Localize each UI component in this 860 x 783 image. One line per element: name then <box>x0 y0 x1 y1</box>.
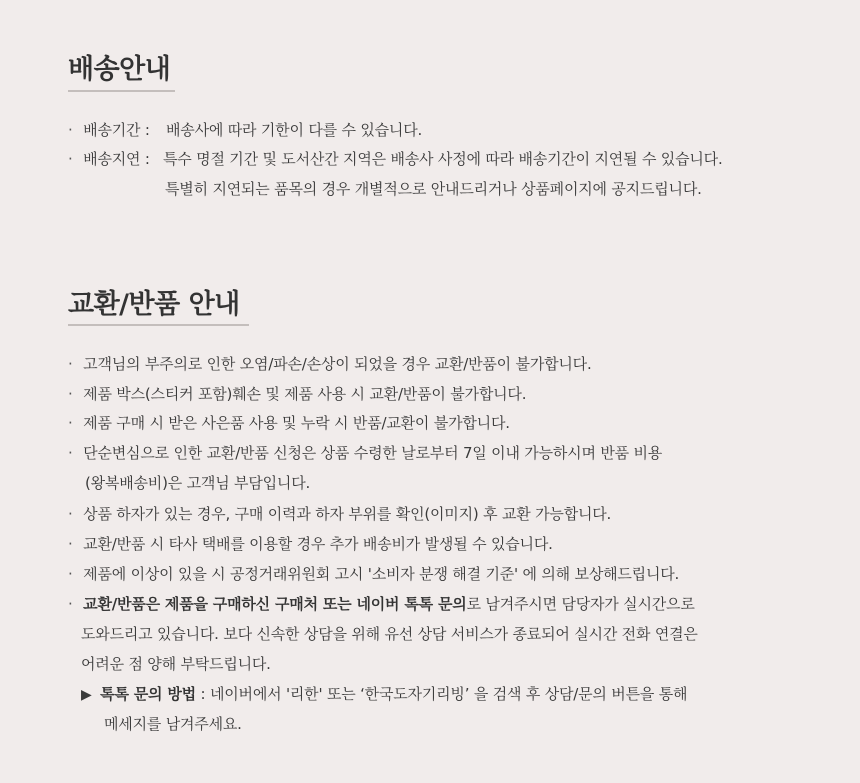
bullet: · <box>68 150 73 168</box>
talk-inquiry-line2: 도와드리고 있습니다. 보다 신속한 상담을 위해 유선 상담 서비스가 종료되어 실시간 전화 연결은 <box>81 625 698 643</box>
shipping-period-label: 배송기간 : <box>83 121 150 139</box>
bullet: · <box>68 121 73 139</box>
talk-inquiry-line3: 어려운 점 양해 부탁드립니다. <box>81 655 271 673</box>
exchange-item-text: 제품에 이상이 있을 시 공정거래위원회 고시 '소비자 분쟁 해결 기준' 에 의해 보상해드립니다. <box>83 565 680 583</box>
talk-method-line2: 메세지를 남겨주세요. <box>104 715 242 733</box>
exchange-item-text: 제품 구매 시 받은 사은품 사용 및 누락 시 반품/교환이 불가합니다. <box>83 414 510 432</box>
exchange-title-underline <box>68 324 249 326</box>
exchange-item-text: 제품 박스(스티커 포함)훼손 및 제품 사용 시 교환/반품이 불가합니다. <box>83 385 527 403</box>
exchange-item-continuation: (왕복배송비)은 고객님 부담입니다. <box>85 474 311 492</box>
bullet: · <box>68 385 73 403</box>
exchange-item <box>68 383 526 404</box>
exchange-item <box>68 442 662 463</box>
bullet: · <box>68 355 73 373</box>
exchange-title: 교환/반품 안내 <box>68 289 240 320</box>
bullet: · <box>68 505 73 523</box>
talk-method-row <box>81 683 687 704</box>
shipping-title: 배송안내 <box>68 54 171 85</box>
talk-inquiry-rest: 로 남겨주시면 담당자가 실시간으로 <box>466 595 695 613</box>
shipping-delay-continuation: 특별히 지연되는 품목의 경우 개별적으로 안내드리거나 상품페이지에 공지드립니다. <box>165 180 702 198</box>
exchange-item <box>68 353 592 374</box>
bullet: · <box>68 565 73 583</box>
bullet: · <box>68 595 73 613</box>
exchange-item <box>68 533 553 554</box>
exchange-item-text: 상품 하자가 있는 경우, 구매 이력과 하자 부위를 확인(이미지) 후 교환 가능합니다. <box>83 505 612 523</box>
shipping-delay-text: 특수 명절 기간 및 도서산간 지역은 배송사 사정에 따라 배송기간이 지연될 수 있습니다. <box>163 150 723 168</box>
shipping-period-row <box>68 119 150 140</box>
talk-method-label: 톡톡 문의 방법 <box>100 685 196 703</box>
talk-inquiry-bold: 교환/반품은 제품을 구매하신 구매처 또는 네이버 톡톡 문의 <box>83 595 467 613</box>
bullet: · <box>68 535 73 553</box>
exchange-item <box>68 503 611 524</box>
talk-inquiry-row <box>68 593 695 614</box>
shipping-title-underline <box>68 90 175 92</box>
exchange-item-text: 단순변심으로 인한 교환/반품 신청은 상품 수령한 날로부터 7일 이내 가능하시며 반품 비용 <box>83 444 663 462</box>
exchange-item <box>68 563 679 584</box>
exchange-item-text: 고객님의 부주의로 인한 오염/파손/손상이 되었을 경우 교환/반품이 불가합니다. <box>83 355 592 373</box>
triangle-right-icon: ▶ <box>81 687 92 703</box>
shipping-delay-row <box>68 148 150 169</box>
bullet: · <box>68 444 73 462</box>
bullet: · <box>68 414 73 432</box>
exchange-item <box>68 412 510 433</box>
talk-method-text: : 네이버에서 '리한' 또는 ‘한국도자기리빙’ 을 검색 후 상담/문의 버튼을 통해 <box>195 685 688 703</box>
shipping-delay-label: 배송지연 : <box>83 150 150 168</box>
shipping-period-text: 배송사에 따라 기한이 다를 수 있습니다. <box>166 121 423 139</box>
exchange-item-text: 교환/반품 시 타사 택배를 이용할 경우 추가 배송비가 발생될 수 있습니다. <box>83 535 553 553</box>
